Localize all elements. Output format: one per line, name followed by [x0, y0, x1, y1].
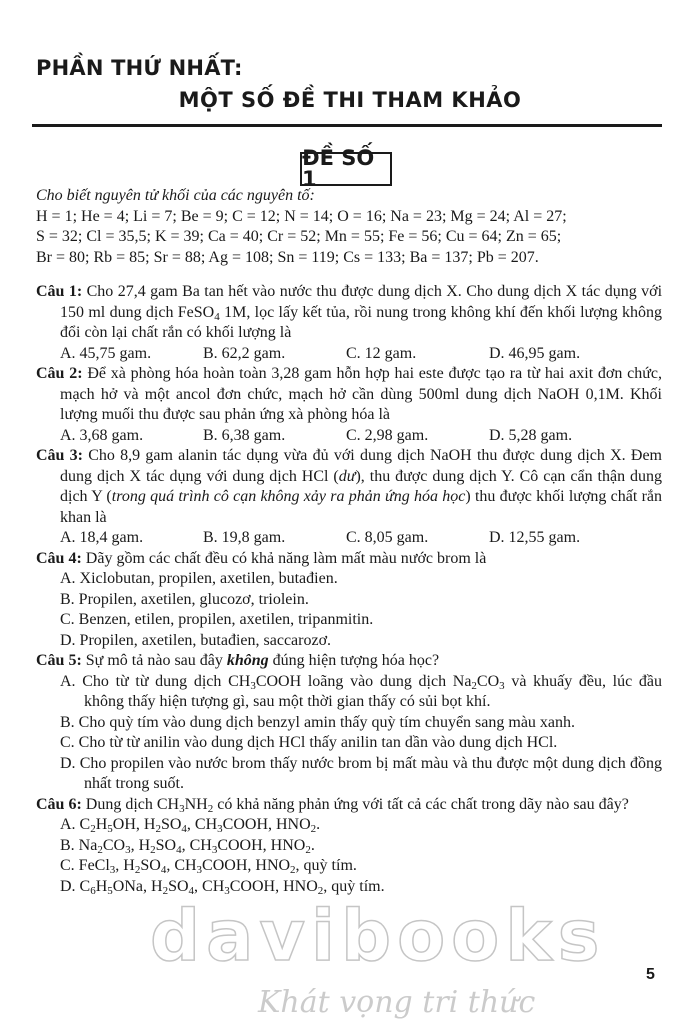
question-2-text: Để xà phòng hóa hoàn toàn 3,28 gam hỗn hợp hai este được tạo ra từ hai axit đơn chức, mạch hở và một ancol đơn chức, mạch hở cần dùng 500ml dung dịch NaOH 0,1M. Khối lượng muối thu được sau phản ứng xà phòng hóa là [60, 365, 662, 423]
option-d[interactable]: D. 46,95 gam. [489, 344, 581, 362]
question-1 [36, 282, 662, 364]
question-1-options [36, 344, 662, 365]
option-d[interactable]: D. Cho propilen vào nước brom thấy nước brom bị mất màu và thu được một dung dịch đồng nhất trong suốt. [60, 754, 662, 792]
option-a[interactable]: A. 18,4 gam. [60, 529, 144, 546]
option-d[interactable]: D. Propilen, axetilen, butađien, saccarozơ. [60, 631, 332, 649]
option-c[interactable]: C. Benzen, etilen, propilen, axetilen, tripanmitin. [60, 611, 374, 628]
option-b[interactable]: B. 6,38 gam. [203, 426, 286, 444]
question-5-label: Câu 5: [36, 652, 82, 669]
question-3-note: trong quá trình cô cạn không xảy ra phản ứng hóa học [111, 488, 466, 505]
part-title: PHẦN THỨ NHẤT: [36, 56, 243, 80]
question-1-label: Câu 1: [36, 283, 83, 300]
option-c[interactable]: C. 12 gam. [346, 344, 417, 362]
question-4-text: Dãy gồm các chất đều có khả năng làm mất màu nước brom là [81, 549, 487, 567]
question-1-text-b: 1M, lọc lấy kết tủa, rồi nung trong không khí đến khối lượng không đổi còn lại chất rắn có khối lượng là [60, 303, 663, 341]
option-a[interactable]: A. 45,75 gam. [60, 344, 152, 362]
question-3-text-c: ) thu được khối lượng chất rắn khan là [60, 488, 663, 526]
question-5-text-b: đúng hiện tượng hóa học? [268, 652, 440, 669]
option-a[interactable]: A. 3,68 gam. [60, 426, 144, 444]
question-2-stem [36, 364, 662, 426]
option-a[interactable]: A. Cho từ từ dung dịch $CH_3COOH$ loãng vào dung dịch $Na_2CO_3$ và khuấy đều, lúc đầu không thấy hiện tượng gì, sau một thời gian thấy có sủi bọt khí. [60, 672, 663, 710]
question-2-label: Câu 2: [36, 365, 83, 382]
question-4-label: Câu 4: [36, 549, 82, 567]
option-c[interactable]: C. 2,98 gam. [346, 426, 429, 444]
option-a[interactable]: A. Xiclobutan, propilen, axetilen, butađien. [60, 570, 338, 587]
option-d[interactable]: D. 12,55 gam. [489, 529, 581, 546]
question-5-emphasis: không [226, 652, 269, 669]
main-title: MỘT SỐ ĐỀ THI THAM KHẢO [178, 88, 522, 112]
option-b[interactable]: B. Cho quỳ tím vào dung dịch benzyl amin thấy quỳ tím chuyển sang màu xanh. [60, 713, 576, 731]
atomic-mass-line-3: Br = 80; Rb = 85; Sr = 88; Ag = 108; Sn = 119; Cs = 133; Ba = 137; Pb = 207. [36, 248, 539, 266]
question-6-label: Câu 6: [36, 795, 82, 813]
option-c[interactable]: C. Cho từ từ anilin vào dung dịch HCl thấy anilin tan dần vào dung dịch HCl. [60, 734, 558, 751]
option-b[interactable]: B. Propilen, axetilen, glucozơ, triolein. [60, 590, 309, 608]
question-3-stem [36, 446, 662, 528]
title-divider [32, 124, 662, 127]
question-4 [36, 549, 662, 652]
question-5 [36, 651, 662, 795]
option-d[interactable]: D. 5,28 gam. [489, 426, 573, 444]
question-3-du: dư [338, 467, 356, 485]
option-c[interactable]: C. 8,05 gam. [346, 529, 429, 546]
question-3-text-b: ), thu được dung dịch Y. Cô cạn cẩn thận dung dịch Y ( [60, 467, 663, 505]
question-4-stem [36, 549, 662, 570]
question-2-options [36, 426, 662, 447]
question-3 [36, 446, 662, 549]
option-b[interactable]: B. 62,2 gam. [203, 344, 286, 362]
option-c[interactable]: C. FeCl$_3$, $H_2SO_4$, $CH_3COOH$, $HNO_2$, quỳ tím. [60, 857, 357, 876]
atomic-mass-heading: Cho biết nguyên tử khối của các nguyên tố: [36, 187, 315, 204]
exam-label: ĐỀ SỐ 1 [302, 146, 375, 191]
question-2 [36, 364, 662, 446]
question-1-text-a: Cho 27,4 gam Ba tan hết vào nước thu được dung dịch X. Cho dung dịch X tác dụng với 150 ml dung dịch FeSO [60, 283, 663, 321]
question-1-stem [36, 282, 662, 344]
question-5-stem [36, 651, 662, 672]
exam-content [36, 186, 662, 897]
page-number: 5 [646, 966, 655, 983]
option-b[interactable]: B. $Na_2CO_3$, $H_2SO_4$, $CH_3COOH$, $HNO_2$. [60, 836, 315, 856]
exam-number-box [300, 146, 392, 191]
atomic-mass-line-1: H = 1; He = 4; Li = 7; Be = 9; C = 12; N = 14; O = 16; Na = 23; Mg = 24; Al = 27; [36, 207, 567, 225]
question-1-sub: 4 [214, 310, 220, 323]
question-3-text-a: Cho 8,9 gam alanin tác dụng vừa đủ với dung dịch NaOH thu được dung dịch X. Đem dung dịch X tác dụng với dung dịch HCl ( [60, 447, 662, 485]
atomic-mass-line-2: S = 32; Cl = 35,5; K = 39; Ca = 40; Cr = 52; Mn = 55; Fe = 56; Cu = 64; Zn = 65; [36, 228, 562, 245]
option-a[interactable]: A. $C_2H_5OH$, $H_2SO_4$, $CH_3COOH$, $HNO_2$. [60, 816, 321, 835]
question-3-label: Câu 3: [36, 447, 84, 464]
question-6-stem: Câu 6: Dung dịch $CH_3NH_2$ có khả năng phản ứng với tất cả các chất trong dãy nào sau đây? [36, 795, 629, 815]
watermark-tagline: Khát vọng tri thức [258, 985, 536, 1020]
question-6 [36, 795, 662, 898]
option-d[interactable]: D. $C_6H_5ONa$, $H_2SO_4$, $CH_3COOH$, $HNO_2$, quỳ tím. [60, 877, 385, 897]
question-5-text-a: Sự mô tả nào sau đây [81, 652, 227, 669]
question-3-options [36, 528, 662, 549]
watermark-logo: davibooks [150, 895, 606, 977]
option-b[interactable]: B. 19,8 gam. [203, 529, 286, 546]
